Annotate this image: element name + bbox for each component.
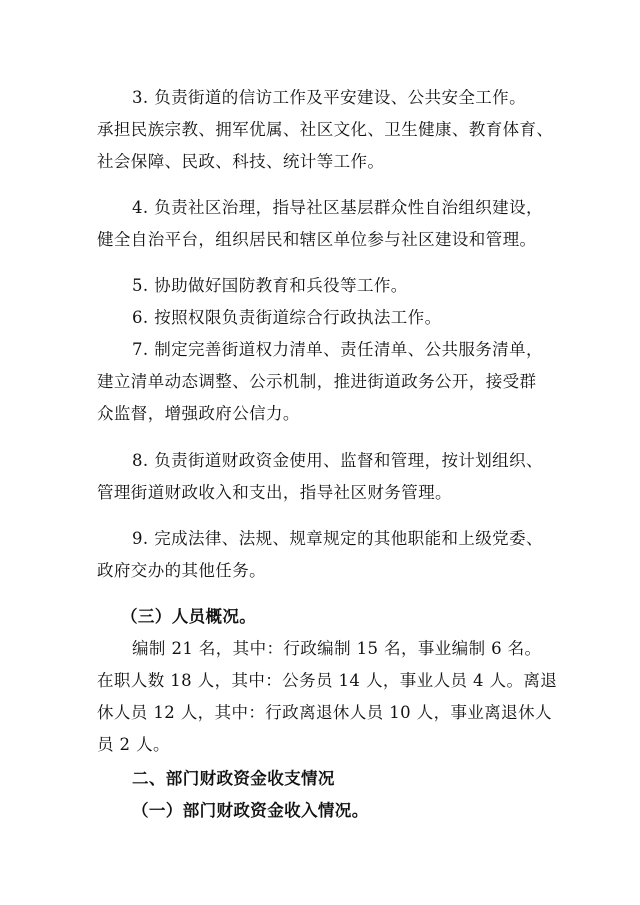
staff-line-4: 员 2 人。	[97, 735, 170, 754]
staff-line-3: 休人员 12 人，其中：行政离退休人员 10 人，事业离退休人	[97, 703, 552, 722]
paragraph-3-line-3: 社会保障、民政、科技、统计等工作。	[97, 152, 385, 171]
paragraph-9-line-2: 政府交办的其他任务。	[97, 561, 266, 580]
paragraph-7-line-2: 建立清单动态调整、公示机制，推进街道政务公开，接受群	[97, 372, 537, 391]
paragraph-7-line-3: 众监督，增强政府公信力。	[97, 404, 300, 423]
paragraph-8-line-2: 管理街道财政收入和支出，指导社区财务管理。	[97, 483, 452, 502]
paragraph-3-line-2: 承担民族宗教、拥军优属、社区文化、卫生健康、教育体育、	[97, 120, 554, 139]
paragraph-3-line-1: 3. 负责街道的信访工作及平安建设、公共安全工作。	[132, 88, 526, 107]
paragraph-4-line-2: 健全自治平台，组织居民和辖区单位参与社区建设和管理。	[97, 230, 537, 249]
staff-line-1: 编制 21 名，其中：行政编制 15 名，事业编制 6 名。	[132, 639, 542, 658]
paragraph-4-line-1: 4. 负责社区治理，指导社区基层群众性自治组织建设，	[132, 198, 543, 217]
paragraph-8-line-1: 8. 负责街道财政资金使用、监督和管理，按计划组织、	[132, 451, 543, 470]
staff-heading: （三）人员概况。	[121, 607, 257, 626]
subsection-1-heading: （一）部门财政资金收入情况。	[132, 801, 369, 820]
paragraph-7-line-1: 7. 制定完善街道权力清单、责任清单、公共服务清单，	[132, 340, 543, 359]
paragraph-9-line-1: 9. 完成法律、法规、规章规定的其他职能和上级党委、	[132, 529, 543, 548]
section-2-heading: 二、部门财政资金收支情况	[132, 769, 335, 788]
paragraph-5: 5. 协助做好国防教育和兵役等工作。	[132, 276, 408, 295]
paragraph-6: 6. 按照权限负责街道综合行政执法工作。	[132, 308, 442, 327]
staff-line-2: 在职人数 18 人，其中：公务员 14 人，事业人员 4 人。离退	[97, 671, 558, 690]
